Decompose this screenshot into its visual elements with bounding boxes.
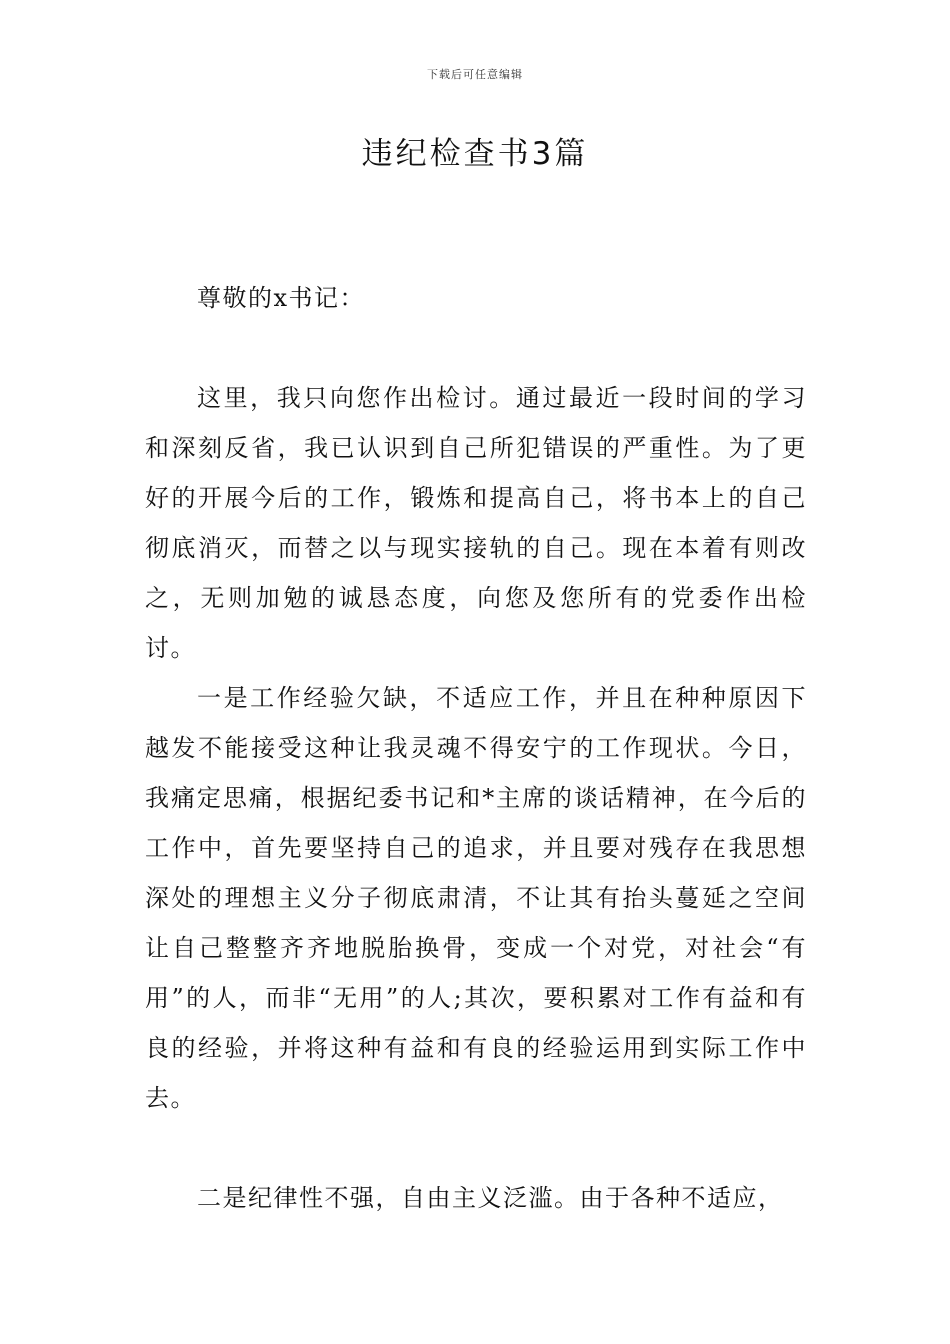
document-title: 违纪检查书3篇 [361,136,589,172]
paragraph-1 [145,373,807,673]
paragraph-text: 这里，我只向您作出检讨。通过最近一段时间的学习和深刻反省，我已认识到自己所犯错误的严重性。为了更好的开展今后的工作，锻炼和提高自己，将书本上的自己彻底消灭，而替之以与现实接轨的自己。现在本着有则改之，无则加勉的诚恳态度，向您及您所有的党委作出检讨。 [145,384,807,662]
header-note: 下载后可任意编辑 [427,68,523,81]
salutation [145,273,807,323]
paragraph-text: 一是工作经验欠缺，不适应工作，并且在种种原因下越发不能接受这种让我灵魂不得安宁的工作现状。今日，我痛定思痛，根据纪委书记和*主席的谈话精神，在今后的工作中，首先要坚持自己的追求，并且要对残存在我思想深处的理想主义分子彻底肃清，不让其有抬头蔓延之空间让自己整整齐齐地脱胎换骨，变成一个对党，对社会“有用”的人，而非“无用”的人;其次，要积累对工作有益和有良的经验，并将这种有益和有良的经验运用到实际工作中去。 [145,684,807,1112]
paragraph-3 [145,1173,807,1223]
paragraph-2 [145,673,807,1123]
salutation-text: 尊敬的x书记： [197,284,366,312]
paragraph-text: 二是纪律性不强，自由主义泛滥。由于各种不适应， [197,1184,784,1212]
